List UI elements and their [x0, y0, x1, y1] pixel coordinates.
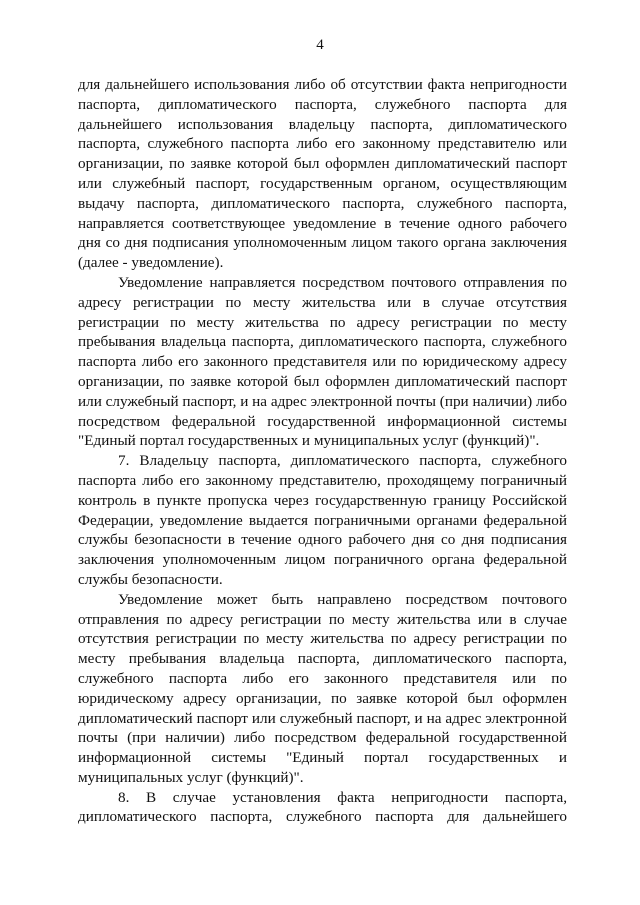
- paragraph-notification-delivery: Уведомление направляется посредством почтового отправления по адресу регистрации по месту жительства или в случае отсутствия регистрации по месту жительства по адресу регистрации по месту пребывания владельца паспорта, дипломатического паспорта, служебного паспорта либо его законного представителя или по юридическому адресу организации, по заявке которой был оформлен дипломатический паспорт или служебный паспорт, и на адрес электронной почты (при наличии) либо посредством федеральной государственной информационной системы "Единый портал государственных и муниципальных услуг (функций)".: [78, 273, 567, 450]
- paragraph-item-8: 8. В случае установления факта непригодности паспорта, дипломатического паспорта, служебного паспорта для дальнейшего: [78, 788, 567, 826]
- paragraph-notification-mail: Уведомление может быть направлено посредством почтового отправления по адресу регистрации по месту жительства или в случае отсутствия регистрации по месту жительства по адресу регистрации по месту пребывания владельца паспорта, дипломатического паспорта, служебного паспорта либо его законного представителя или по юридическому адресу организации, по заявке которой был оформлен дипломатический паспорт или служебный паспорт, и на адрес электронной почты (при наличии) либо посредством федеральной государственной информационной системы "Единый портал государственных и муниципальных услуг (функций)".: [78, 590, 567, 786]
- page-number: 4: [316, 37, 324, 53]
- paragraph-item-7: 7. Владельцу паспорта, дипломатического паспорта, служебного паспорта либо его законному представителю, проходящему пограничный контроль в пункте пропуска через государственную границу Российской Федерации, уведомление выдается пограничными органами федеральной службы безопасности в течение одного рабочего дня со дня подписания заключения уполномоченным лицом пограничного органа федеральной службы безопасности.: [78, 452, 567, 588]
- paragraph-continuation: для дальнейшего использования либо об отсутствии факта непригодности паспорта, дипломатического паспорта, служебного паспорта для дальнейшего использования владельцу паспорта, дипломатического паспорта, служебного паспорта либо его законному представителю или организации, по заявке которой был оформлен дипломатический паспорт или служебный паспорт, государственным органом, осуществляющим выдачу паспорта, дипломатического паспорта, служебного паспорта, направляется соответствующее уведомление в течение одного рабочего дня со дня подписания уполномоченным лицом такого органа заключения (далее - уведомление).: [78, 76, 567, 272]
- document-body: [78, 75, 567, 827]
